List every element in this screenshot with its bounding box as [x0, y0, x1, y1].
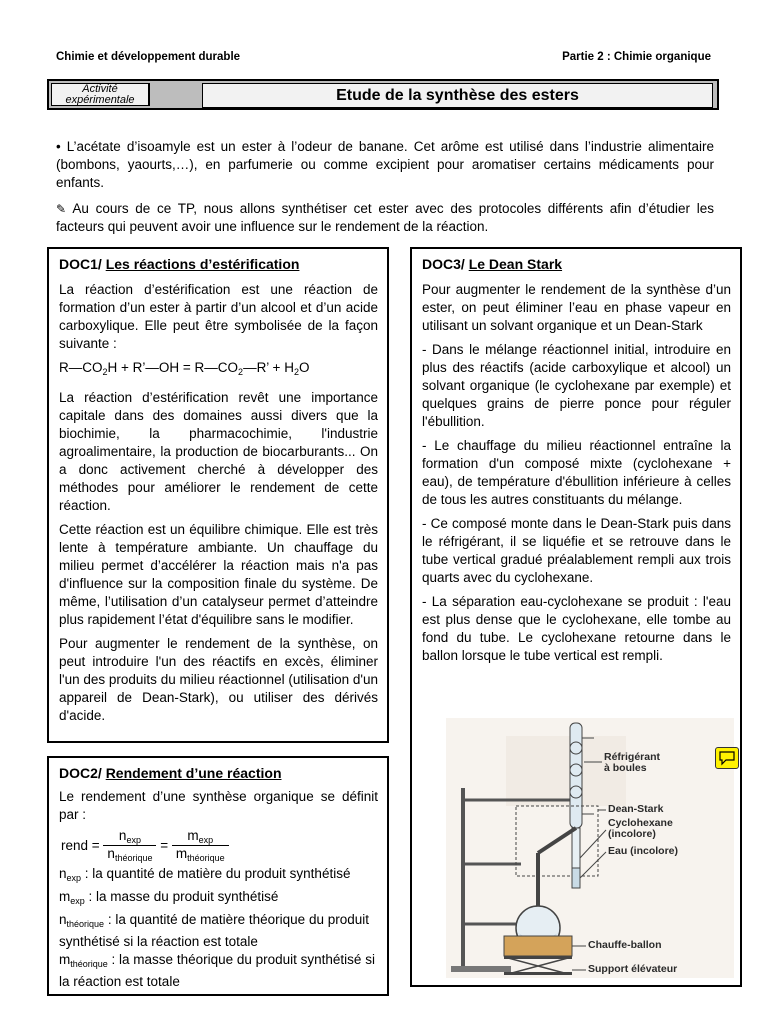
doc3-p4: - Ce composé monte dans le Dean-Stark puis dans le réfrigérant, il se liquéfie et se retrouve dans le tube vertical gradué préalablement rempli aux trois quarts avec du cyclohexane. — [422, 516, 731, 585]
def1-sub: exp — [66, 873, 82, 883]
frac-m-den — [172, 846, 229, 863]
def1-sym: n — [59, 866, 67, 881]
doc1-number: DOC1/ — [59, 256, 102, 272]
def3-text: : la quantité de matière théorique du produit synthétisé si la réaction est totale — [59, 912, 369, 949]
label-support: Support élévateur — [588, 963, 678, 975]
doc1-p4: Pour augmenter le rendement de la synthèse, on peut introduire l'un des réactifs en excès, éliminer l'un des produits du milieu réactionnel (utilisation d'un appareil de Dean-Stark), ou utiliser des dérivés d'acide. — [59, 636, 378, 723]
frac-n-den — [103, 846, 156, 863]
doc1-box — [47, 247, 389, 743]
doc3-p2: - Dans le mélange réactionnel initial, introduire en plus des réactifs (acide carboxylique et alcool) un solvant organique (le cyclohexane par exemple) et quelques grains de pierre ponce pour réguler l'ébullition. — [422, 342, 731, 429]
eq-part-c: —R’ + H — [243, 360, 294, 375]
label-dean-stark: Dean-Stark — [608, 803, 664, 815]
label-cyclohexane — [608, 818, 673, 840]
def1-text: : la quantité de matière du produit synthétisé — [84, 866, 351, 881]
intro-paragraph-2 — [56, 200, 714, 236]
doc2-title: Rendement d’une réaction — [105, 765, 282, 781]
def2-sub: exp — [70, 896, 85, 906]
esterification-equation — [59, 359, 378, 381]
doc3-p1: Pour augmenter le rendement de la synthèse d’un ester, on peut éliminer l’eau en phase vapeur en utilisant un solvant organique et un Dean-Stark — [422, 282, 731, 333]
doc3-number: DOC3/ — [422, 256, 465, 272]
label-cyclohexane-2: (incolore) — [608, 828, 656, 840]
doc3-p3: - Le chauffage du milieu réactionnel entraîne la formation d'un composé mixte (cyclohexane + eau), de température d'ébullition inférieure à celles de tous les autres constituants du mélange. — [422, 438, 731, 507]
label-refrigerant-2: à boules — [604, 762, 647, 774]
frac-m-num — [172, 828, 229, 846]
doc3-heading — [422, 255, 731, 273]
rend-label: rend = — [61, 838, 100, 853]
def-mtheo — [59, 951, 378, 990]
def4-text: : la masse théorique du produit synthétisé si la réaction est totale — [59, 952, 375, 989]
doc1-heading — [59, 255, 378, 273]
eq-part-a: R—CO — [59, 360, 103, 375]
label-eau: Eau (incolore) — [608, 845, 679, 857]
label-cyclohexane-1: Cyclohexane — [608, 817, 673, 829]
doc1-p2: La réaction d’estérification revêt une importance capitale dans des domaines aussi divers que la biochimie, la pharmacochimie, l'industrie agroalimentaire, la production de biocarburants... On a donc activement cherché à développer des méthodes pour améliorer le rendement de cette réaction. — [59, 390, 378, 513]
doc2-p1: Le rendement d’une synthèse organique se définit par : — [59, 789, 378, 822]
intro-paragraph-1 — [56, 138, 714, 192]
label-chauffe-ballon: Chauffe-ballon — [588, 939, 662, 951]
n-theo-sub: théorique — [114, 853, 153, 863]
m-exp-sub: exp — [198, 835, 214, 845]
n-sym-den: n — [107, 846, 115, 861]
intro-text-1: L’acétate d’isoamyle est un ester à l’odeur de banane. Cet arôme est utilisé dans l’industrie alimentaire (bombons, yaourts,…), en parfumerie ou comme excipient pour aromatiser certains médicaments pour enfants. — [56, 139, 714, 190]
comment-icon[interactable] — [715, 747, 739, 769]
equals-sign: = — [160, 838, 169, 853]
doc1-p3: Cette réaction est un équilibre chimique. Elle est très lente à température ambiante. Un chauffage du milieu permet d’accélérer la réaction mais n'a pas d'influence sur la composition finale du système. De même, l’utilisation d’un catalyseur permet d’atteindre plus rapidement l’état d'équilibre sans le modifier. — [59, 522, 378, 627]
fraction-n — [103, 828, 156, 863]
doc2-heading — [59, 764, 378, 782]
def-mexp — [59, 888, 378, 910]
doc1-p1: La réaction d’estérification est une réaction de formation d’un ester à partir d’un alcool et d’un acide carboxylique. Elle peut être symbolisée de la façon suivante : — [59, 282, 378, 351]
frac-n-num — [103, 828, 156, 846]
def2-text: : la masse du produit synthétisé — [88, 889, 279, 904]
header-right: Partie 2 : Chimie organique — [562, 51, 711, 63]
fraction-m — [172, 828, 229, 863]
doc2-number: DOC2/ — [59, 765, 102, 781]
yield-formula — [61, 828, 378, 863]
page-title: Etude de la synthèse des esters — [202, 83, 713, 108]
label-refrigerant-1: Réfrigérant — [604, 751, 661, 763]
label-refrigerant — [604, 752, 660, 774]
def4-sub: théorique — [70, 959, 108, 969]
def2-sym: m — [59, 889, 71, 904]
eq-sub-2: 2 — [238, 367, 244, 377]
eq-sub-1: 2 — [102, 367, 108, 377]
eq-sub-3: 2 — [293, 367, 299, 377]
m-sym: m — [187, 828, 199, 843]
eq-part-b: H + R’—OH = R—CO — [107, 360, 239, 375]
doc3-title: Le Dean Stark — [468, 256, 563, 272]
activity-label — [51, 83, 150, 106]
activity-line2: expérimentale — [65, 94, 135, 106]
speech-bubble-icon — [718, 750, 736, 766]
def-nexp — [59, 865, 378, 887]
title-banner — [47, 79, 719, 110]
bullet-icon: • — [56, 139, 67, 154]
def4-sym: m — [59, 952, 71, 967]
dean-stark-figure — [446, 718, 734, 978]
activity-line1: Activité — [82, 83, 118, 95]
doc2-box — [47, 756, 389, 996]
pencil-icon: ✎ — [56, 202, 73, 216]
n-sym: n — [118, 828, 127, 843]
doc1-title: Les réactions d’estérification — [105, 256, 300, 272]
def3-sub: théorique — [66, 919, 105, 929]
def-ntheo — [59, 911, 378, 950]
intro-text-2: Au cours de ce TP, nous allons synthétiser cet ester avec des protocoles différents afin d’étudier les facteurs qui peuvent avoir une influence sur le rendement de la réaction. — [56, 201, 715, 234]
def3-sym: n — [59, 912, 67, 927]
header-left: Chimie et développement durable — [56, 51, 241, 63]
m-theo-sub: théorique — [187, 853, 225, 863]
n-exp-sub: exp — [126, 835, 141, 845]
m-sym-den: m — [175, 846, 188, 861]
eq-part-d: O — [298, 360, 310, 375]
doc3-p5: - La séparation eau-cyclohexane se produit : l'eau est plus dense que le cyclohexane, elle tombe au fond du tube. Le cyclohexane retourne dans le ballon lorsque le tube vertical est rempli. — [422, 594, 731, 663]
